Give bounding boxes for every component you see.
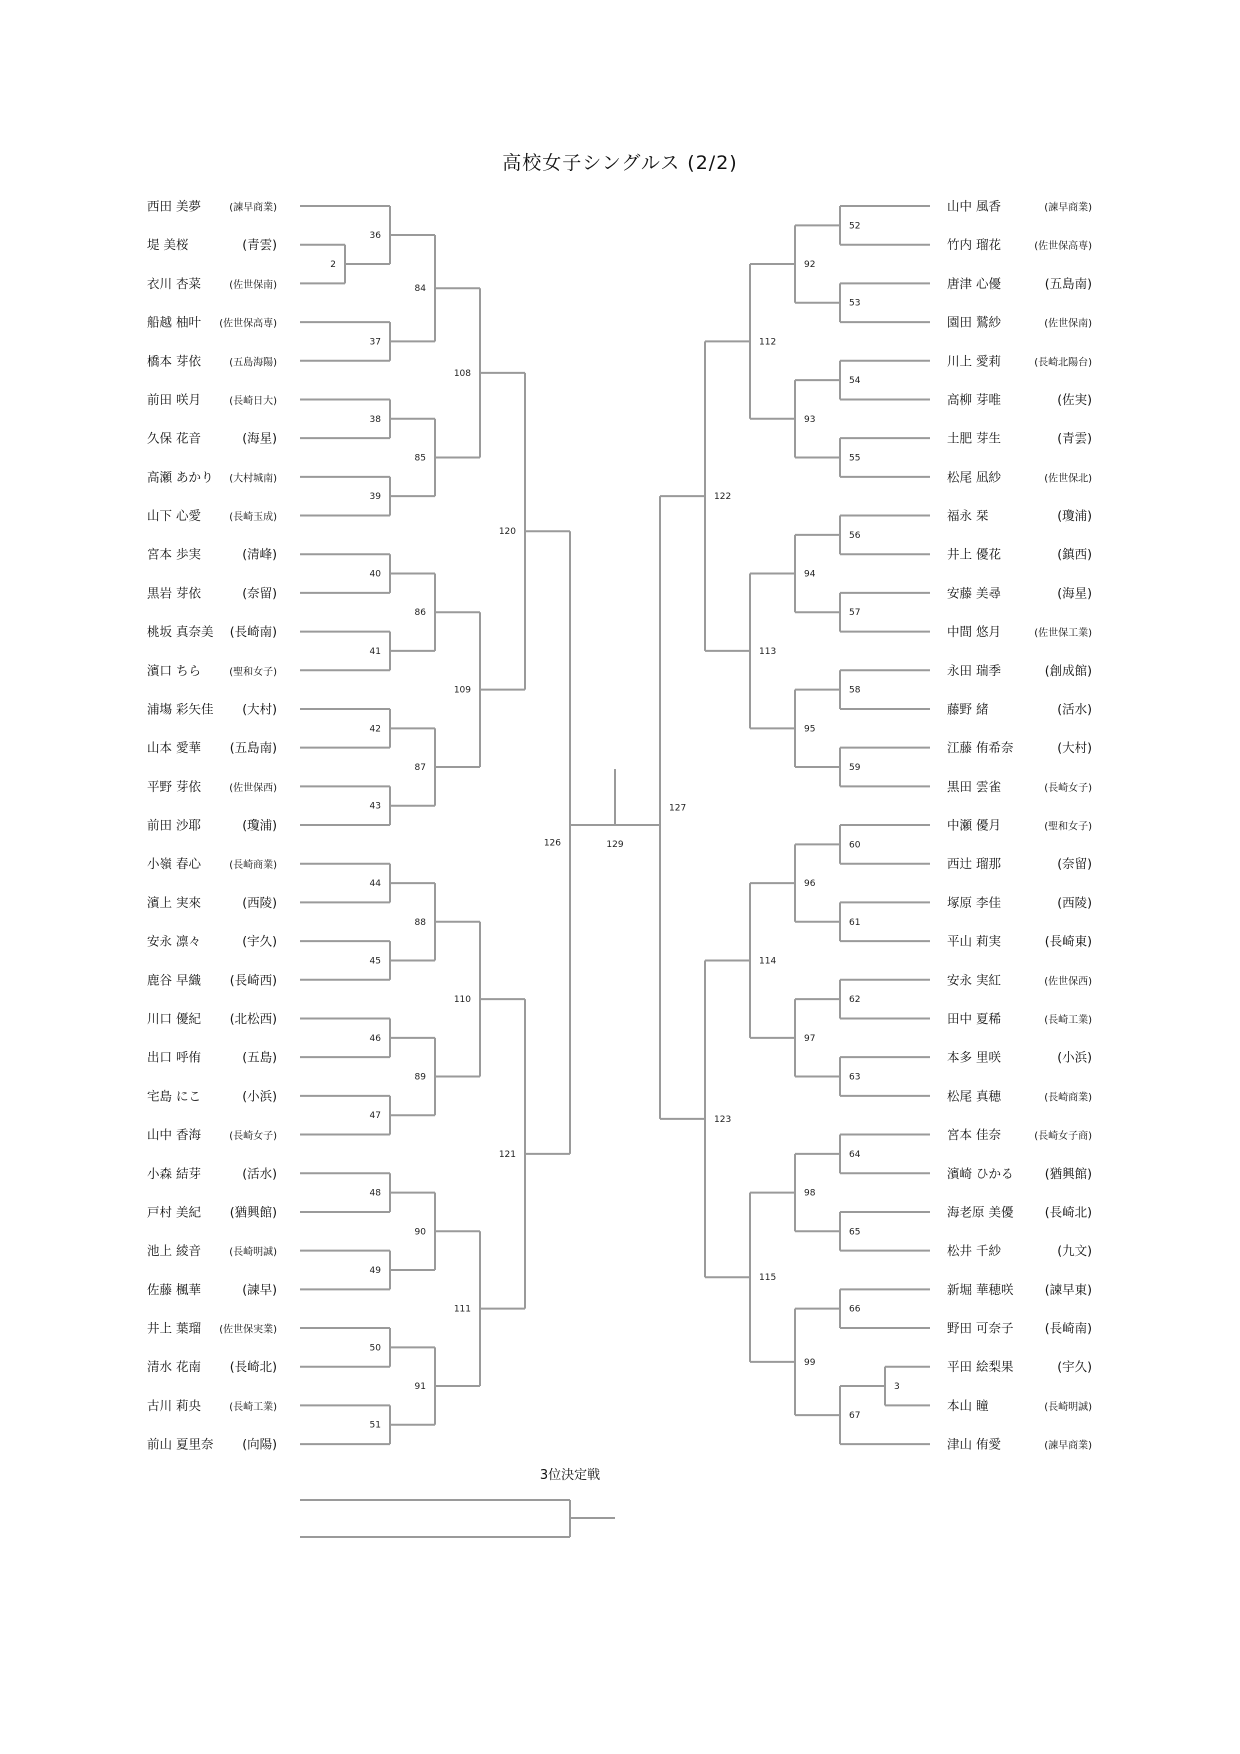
player-team-right: (諫早商業) xyxy=(1044,1440,1092,1452)
player-name-left: 濱上 実來 xyxy=(147,894,201,910)
match-number-right: 64 xyxy=(849,1149,861,1160)
match-number-right: 57 xyxy=(849,608,861,619)
player-team-right: (佐実) xyxy=(1057,391,1092,407)
player-team-left: (西陵) xyxy=(242,894,277,910)
player-name-left: 佐藤 楓華 xyxy=(147,1281,201,1297)
player-name-right: 新堀 華穂咲 xyxy=(947,1281,1014,1297)
player-name-right: 濱崎 ひかる xyxy=(947,1165,1014,1181)
player-team-left: (活水) xyxy=(242,1165,277,1181)
player-name-left: 浦塲 彩矢佳 xyxy=(147,701,214,717)
player-name-right: 中瀬 優月 xyxy=(947,817,1001,833)
player-name-right: 西辻 瑠那 xyxy=(947,856,1001,872)
match-number-left: 109 xyxy=(453,685,471,696)
player-team-right: (活水) xyxy=(1057,701,1092,717)
match-number-left: 51 xyxy=(369,1420,381,1431)
match-number-right: 56 xyxy=(849,530,861,541)
player-team-left: (北松西) xyxy=(229,1010,277,1026)
match-number-left: 49 xyxy=(369,1265,381,1276)
match-number-right: 123 xyxy=(714,1114,732,1125)
player-team-right: (西陵) xyxy=(1057,894,1092,910)
player-name-left: 清水 花南 xyxy=(147,1359,201,1375)
match-number-left: 36 xyxy=(369,231,381,242)
match-number-left: 40 xyxy=(369,569,381,580)
player-team-left: (奈留) xyxy=(242,585,277,601)
match-number-left: 87 xyxy=(414,763,426,774)
player-name-right: 野田 可奈子 xyxy=(947,1320,1014,1336)
player-team-right: (長崎北陽台) xyxy=(1034,357,1092,369)
match-number-left: 44 xyxy=(369,879,381,890)
player-name-right: 唐津 心優 xyxy=(947,275,1001,291)
player-name-right: 安永 実紅 xyxy=(947,972,1001,988)
player-team-left: (諫早商業) xyxy=(229,202,277,214)
match-number-left: 41 xyxy=(369,646,381,657)
match-number-final: 129 xyxy=(606,840,624,851)
player-team-left: (佐世保西) xyxy=(229,782,277,794)
player-name-left: 出口 呼侑 xyxy=(147,1049,201,1065)
player-name-left: 池上 綾音 xyxy=(147,1243,201,1259)
player-team-right: (佐世保北) xyxy=(1044,473,1092,485)
player-team-right: (佐世保高専) xyxy=(1034,241,1092,253)
player-name-left: 古川 莉央 xyxy=(147,1397,201,1413)
third-place-label: 3位決定戦 xyxy=(539,1468,601,1483)
player-team-right: (長崎女子) xyxy=(1044,782,1092,794)
match-number-right: 61 xyxy=(849,917,861,928)
player-name-left: 川口 優紀 xyxy=(147,1010,201,1026)
match-number-left: 121 xyxy=(498,1149,516,1160)
player-team-right: (長崎東) xyxy=(1044,933,1092,949)
match-number-right: 98 xyxy=(804,1188,816,1199)
match-number-right: 54 xyxy=(849,376,861,387)
match-number-right: 115 xyxy=(759,1273,777,1284)
player-name-right: 福永 栞 xyxy=(947,508,989,524)
player-team-right: (小浜) xyxy=(1057,1049,1092,1065)
match-number-right: 127 xyxy=(669,803,687,814)
match-number-right: 93 xyxy=(804,414,816,425)
player-team-left: (青雲) xyxy=(242,237,277,253)
player-name-left: 濱口 ちら xyxy=(147,662,201,678)
player-team-right: (創成館) xyxy=(1044,662,1092,678)
player-name-left: 山下 心愛 xyxy=(147,508,201,524)
player-team-right: (五島南) xyxy=(1044,275,1092,291)
player-name-left: 久保 花音 xyxy=(147,430,201,446)
player-name-right: 松尾 真穂 xyxy=(947,1088,1001,1104)
player-name-left: 堤 美桜 xyxy=(147,237,189,253)
player-team-right: (大村) xyxy=(1057,740,1092,756)
match-number-right: 66 xyxy=(849,1304,861,1315)
player-name-left: 船越 柚叶 xyxy=(147,314,201,330)
match-number-left: 39 xyxy=(369,492,381,503)
player-team-left: (清峰) xyxy=(242,546,277,562)
player-name-left: 前山 夏里奈 xyxy=(147,1436,214,1452)
player-name-right: 竹内 瑠花 xyxy=(947,237,1001,253)
player-name-right: 平田 絵梨果 xyxy=(947,1359,1014,1375)
player-team-left: (大村城南) xyxy=(229,473,277,485)
player-team-left: (長崎西) xyxy=(229,972,277,988)
match-number-right: 53 xyxy=(849,298,861,309)
match-number-left: 47 xyxy=(369,1111,381,1122)
match-number-left: 110 xyxy=(453,995,471,1006)
player-team-right: (奈留) xyxy=(1057,856,1092,872)
match-number-right: 95 xyxy=(804,724,816,735)
player-name-left: 井上 葉瑠 xyxy=(147,1320,201,1336)
match-number-left: 43 xyxy=(369,801,381,812)
match-number-left: 42 xyxy=(369,724,381,735)
player-name-right: 本山 瞳 xyxy=(947,1397,989,1413)
player-team-left: (小浜) xyxy=(242,1088,277,1104)
player-team-left: (長崎南) xyxy=(229,624,277,640)
player-name-left: 前田 咲月 xyxy=(147,391,201,407)
player-name-right: 高柳 芽唯 xyxy=(947,391,1001,407)
match-number-right: 67 xyxy=(849,1411,861,1422)
player-name-right: 田中 夏稀 xyxy=(947,1010,1001,1026)
player-team-left: (聖和女子) xyxy=(229,666,277,678)
match-number-right: 114 xyxy=(759,956,777,967)
player-name-right: 永田 瑞季 xyxy=(947,662,1001,678)
player-name-right: 安藤 美尋 xyxy=(947,585,1001,601)
player-team-right: (長崎女子商) xyxy=(1034,1131,1092,1143)
player-name-left: 前田 沙耶 xyxy=(147,817,201,833)
player-team-left: (大村) xyxy=(242,701,277,717)
player-name-left: 戸村 美紀 xyxy=(147,1204,201,1220)
player-team-left: (佐世保実業) xyxy=(219,1324,277,1336)
page-title: 高校女子シングルス (2/2) xyxy=(502,152,738,174)
match-number-left: 89 xyxy=(414,1072,426,1083)
player-team-left: (猶興館) xyxy=(229,1204,277,1220)
player-name-right: 藤野 緒 xyxy=(947,701,989,717)
match-number-left: 91 xyxy=(414,1382,426,1393)
player-team-left: (五島南) xyxy=(229,740,277,756)
match-number-left: 84 xyxy=(414,284,426,295)
match-number-left: 45 xyxy=(369,956,381,967)
match-number-pre-left: 2 xyxy=(330,260,336,271)
player-team-right: (宇久) xyxy=(1057,1359,1092,1375)
match-number-right: 122 xyxy=(714,492,732,503)
match-number-right: 94 xyxy=(804,569,816,580)
match-number-right: 60 xyxy=(849,840,861,851)
player-team-left: (向陽) xyxy=(242,1436,277,1452)
player-name-right: 園田 鷲紗 xyxy=(947,314,1001,330)
match-number-right: 96 xyxy=(804,879,816,890)
player-team-left: (長崎北) xyxy=(229,1359,277,1375)
match-number-left: 48 xyxy=(369,1188,381,1199)
match-number-left: 85 xyxy=(414,453,426,464)
match-number-left: 90 xyxy=(414,1227,426,1238)
player-team-right: (瓊浦) xyxy=(1057,508,1092,524)
player-name-right: 塚原 李佳 xyxy=(947,894,1001,910)
player-name-left: 小嶺 春心 xyxy=(147,856,201,872)
match-number-left: 50 xyxy=(369,1343,381,1354)
player-name-right: 海老原 美優 xyxy=(947,1204,1014,1220)
player-name-right: 川上 愛莉 xyxy=(947,353,1001,369)
player-team-right: (青雲) xyxy=(1057,430,1092,446)
match-number-left: 111 xyxy=(453,1304,471,1315)
player-team-right: (聖和女子) xyxy=(1044,821,1092,833)
player-team-right: (佐世保南) xyxy=(1044,318,1092,330)
player-name-left: 安永 凛々 xyxy=(147,933,201,949)
player-team-right: (長崎明誠) xyxy=(1044,1401,1092,1413)
player-name-right: 宮本 佳奈 xyxy=(947,1127,1001,1143)
player-name-left: 宮本 歩実 xyxy=(147,546,201,562)
player-name-left: 橋本 芽依 xyxy=(147,353,201,369)
player-team-left: (長崎明誠) xyxy=(229,1247,277,1259)
match-number-pre-right: 3 xyxy=(894,1382,900,1393)
player-team-left: (長崎玉成) xyxy=(229,512,277,524)
match-number-right: 62 xyxy=(849,995,861,1006)
player-team-right: (猶興館) xyxy=(1044,1165,1092,1181)
player-team-right: (佐世保工業) xyxy=(1034,628,1092,640)
player-team-left: (五島海陽) xyxy=(229,357,277,369)
match-number-right: 97 xyxy=(804,1033,816,1044)
player-team-left: (長崎商業) xyxy=(229,860,277,872)
match-number-left: 120 xyxy=(498,527,516,538)
match-number-right: 55 xyxy=(849,453,861,464)
player-team-right: (長崎商業) xyxy=(1044,1092,1092,1104)
player-team-left: (長崎日大) xyxy=(229,395,277,407)
player-team-right: (長崎南) xyxy=(1044,1320,1092,1336)
player-name-right: 黒田 雲雀 xyxy=(947,778,1001,794)
match-number-right: 59 xyxy=(849,763,861,774)
player-name-right: 平山 莉実 xyxy=(947,933,1001,949)
player-team-left: (海星) xyxy=(242,430,277,446)
player-name-left: 小森 結芽 xyxy=(147,1165,201,1181)
match-number-right: 113 xyxy=(759,646,777,657)
player-name-right: 山中 風香 xyxy=(947,198,1001,214)
player-name-left: 平野 芽依 xyxy=(147,778,201,794)
player-name-right: 津山 侑愛 xyxy=(947,1436,1001,1452)
player-team-right: (九文) xyxy=(1057,1243,1092,1259)
player-team-right: (長崎工業) xyxy=(1044,1014,1092,1026)
match-number-right: 63 xyxy=(849,1072,861,1083)
player-team-left: (長崎女子) xyxy=(229,1131,277,1143)
match-number-left: 126 xyxy=(543,838,561,849)
player-team-right: (鎮西) xyxy=(1057,546,1092,562)
player-name-left: 山中 香海 xyxy=(147,1127,201,1143)
player-team-left: (佐世保南) xyxy=(229,279,277,291)
player-name-right: 井上 優花 xyxy=(947,546,1001,562)
player-name-left: 高瀬 あかり xyxy=(147,469,214,485)
player-team-right: (諫早商業) xyxy=(1044,202,1092,214)
player-team-left: (瓊浦) xyxy=(242,817,277,833)
player-name-right: 江藤 侑希奈 xyxy=(947,740,1014,756)
match-number-left: 88 xyxy=(414,917,426,928)
player-team-left: (佐世保高専) xyxy=(219,318,277,330)
player-team-left: (長崎工業) xyxy=(229,1401,277,1413)
player-team-right: (佐世保西) xyxy=(1044,976,1092,988)
player-team-left: (五島) xyxy=(242,1049,277,1065)
match-number-right: 52 xyxy=(849,221,861,232)
match-number-right: 99 xyxy=(804,1357,816,1368)
match-number-right: 92 xyxy=(804,260,816,271)
player-name-right: 土肥 芽生 xyxy=(947,430,1001,446)
player-name-left: 山本 愛華 xyxy=(147,740,201,756)
match-number-left: 108 xyxy=(453,368,471,379)
match-number-left: 38 xyxy=(369,414,381,425)
player-name-right: 松井 千紗 xyxy=(947,1243,1001,1259)
match-number-right: 58 xyxy=(849,685,861,696)
player-name-left: 黒岩 芽依 xyxy=(147,585,201,601)
player-name-left: 鹿谷 早織 xyxy=(147,972,201,988)
match-number-left: 86 xyxy=(414,608,426,619)
match-number-left: 46 xyxy=(369,1033,381,1044)
player-team-right: (諫早東) xyxy=(1044,1281,1092,1297)
player-name-left: 西田 美夢 xyxy=(147,198,201,214)
player-team-right: (長崎北) xyxy=(1044,1204,1092,1220)
player-name-left: 桃坂 真奈美 xyxy=(147,624,214,640)
player-name-left: 宅島 にこ xyxy=(147,1088,201,1104)
match-number-right: 112 xyxy=(759,337,777,348)
player-name-right: 松尾 凪紗 xyxy=(947,469,1001,485)
match-number-left: 37 xyxy=(369,337,381,348)
player-name-right: 中間 悠月 xyxy=(947,624,1001,640)
player-team-left: (宇久) xyxy=(242,933,277,949)
player-name-right: 本多 里咲 xyxy=(947,1049,1001,1065)
player-team-left: (諫早) xyxy=(242,1281,277,1297)
player-name-left: 衣川 杏菜 xyxy=(147,275,201,291)
match-number-right: 65 xyxy=(849,1227,861,1238)
player-team-right: (海星) xyxy=(1057,585,1092,601)
